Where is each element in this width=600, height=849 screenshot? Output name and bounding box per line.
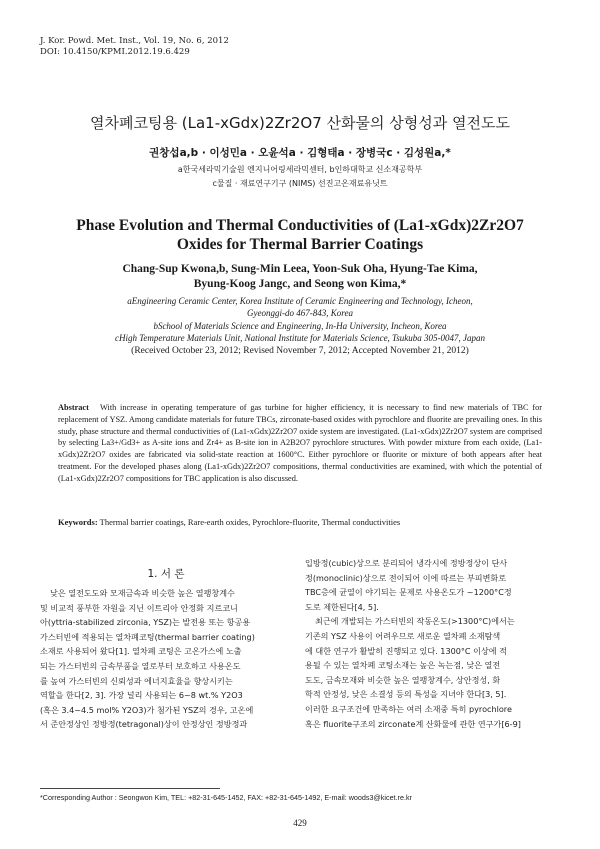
right-line: 학적 안정성, 낮은 소결성 등의 특성을 지녀야 한다[3, 5]. [305,689,507,700]
english-authors [60,262,540,292]
left-line: 낮은 열전도도와 모재금속과 비슷한 높은 열팽창계수 [50,588,235,598]
received-dates: (Received October 23, 2012; Revised November 7, 2012; Accepted November 21, 2012) [131,346,469,356]
left-line: 역할을 한다[2, 3]. 가장 널리 사용되는 6~8 wt.% Y2O3 [40,690,243,701]
left-column [40,586,296,732]
right-line: 이러한 요구조건에 만족하는 여러 소재중 특히 pyrochlore [305,703,512,714]
keywords-text: Thermal barrier coatings, Rare-earth oxides, Pyrochlore-fluorite, Thermal conductivities [99,517,401,527]
affiliation-a-line1: aEngineering Ceramic Center, Korea Institute of Ceramic Engineering and Technology, Icheon, [127,296,473,306]
keywords [58,517,542,527]
english-title [60,216,540,254]
doi: DOI: 10.4150/KPMI.2012.19.6.429 [40,47,190,57]
left-line: (혹은 3.4~4.5 mol% Y2O3)가 첨가된 YSZ의 경우, 고온에 [40,704,254,715]
right-column [305,556,561,731]
affiliation-a-line2: Gyeonggi-do 467-843, Korea [247,308,353,318]
section-title-introduction: 1. 서 론 [147,568,185,580]
korean-affiliation-2: c물질 · 재료연구기구 (NIMS) 선진고온재료유닛트 [212,179,388,188]
keywords-label: Keywords: [58,517,98,527]
right-line: 용될 수 있는 열차폐 코팅소재는 높은 녹는점, 낮은 열전 [305,660,501,671]
korean-title: 열차폐코팅용 (La1-xGdx)2Zr2O7 산화물의 상형성과 열전도도 [90,114,510,132]
right-line: 도로 제한된다[4, 5]. [305,601,379,612]
right-line: 정(monoclinic)상으로 전이되어 이에 따르는 부피변화로 [305,572,507,583]
footnote-rule [40,788,220,789]
left-line: 서 준안정상인 정방정(tetragonal)상이 안정상인 정방정과 [40,719,248,730]
left-line: 가스터빈에 적용되는 열차폐코팅(thermal barrier coating) [40,631,255,642]
english-authors-line1: Chang-Sup Kwona,b, Sung-Min Leea, Yoon-Suk Oha, Hyung-Tae Kima, [122,263,478,275]
affiliation-c: cHigh Temperature Materials Unit, National Institute for Materials Science, Tsukuba 305-0047, Japan [115,333,485,343]
left-line: 되는 가스터빈의 금속부품을 열로부터 보호하고 사용온도 [40,660,241,671]
left-line: 를 높여 가스터빈의 신뢰성과 에너지효율을 향상시키는 [40,675,233,686]
right-line: 혹은 fluorite구조의 zirconate계 산화물에 관한 연구가[6-9] [305,718,521,729]
left-line: 및 비교적 풍부한 자원을 지닌 이트리아 안정화 지르코니 [40,602,238,613]
page-number: 429 [293,818,307,828]
right-line: 도도, 금속모재와 비슷한 높은 열팽창계수, 상안정성, 화 [305,674,501,685]
journal-citation: J. Kor. Powd. Met. Inst., Vol. 19, No. 6, 2012 [40,36,229,46]
right-line: 입방정(cubic)상으로 분리되어 냉각시에 정방정상이 단사 [305,558,508,568]
korean-affiliation-1: a한국세라믹기술원 엔지니어링세라믹센터, b인하대학교 신소재공학부 [177,165,423,174]
english-title-line1: Phase Evolution and Thermal Conductivities of (La1-xGdx)2Zr2O7 [76,217,524,234]
corresponding-author-footnote: *Corresponding Author : Seongwon Kim, TEL: +82-31-645-1452, FAX: +82-31-645-1492, E-mail: woods3@kicet.re.kr [40,793,412,802]
left-line: 소재로 사용되어 왔다[1]. 열차폐 코팅은 고온가스에 노출 [40,646,242,657]
left-line: 아(yttria-stabilized zirconia, YSZ)는 발전용 또는 항공용 [40,617,251,628]
right-line: 기존의 YSZ 사용이 어려우므로 새로운 열차폐 소재탐색 [305,630,501,641]
right-line: TBC층에 균열이 야기되는 문제로 사용온도가 ~1200°C정 [305,587,512,598]
right-line: 최근에 개발되는 가스터빈의 작동온도(>1300°C)에서는 [315,616,515,627]
journal-header [40,36,229,58]
english-title-line2: Oxides for Thermal Barrier Coatings [176,236,424,253]
abstract-label: Abstract [58,403,89,412]
english-authors-line2: Byung-Koog Jangc, and Seong won Kima,* [193,278,407,290]
abstract-text: With increase in operating temperature of gas turbine for higher efficiency, it is necessary to find new materials of TBC for replacement of YSZ. Among candidate materials for future TBCs, zirconate-based oxides with pyrochlore and fluorite are prevailing ones. In this study, phase structure and thermal conductivities of (La1-xGdx)2Zr2O7 oxide system are investigated. (La1-xGdx)2Zr2O7 system are comprised by selecting La3+/Gd3+ as A-site ions and Zr4+ as B-site ion in A2B2O7 pyrochlore structures. With powder mixture from each oxide, (La1-xGdx)2Zr2O7 oxides are fabricated via solid-state reaction at 1600°C. Either pyrochlore or fluorite or mixture of both appears after heat treatment. For the developed phases along (La1-xGdx)2Zr2O7 compositions, thermal conductivities are examined, with which the potential of (La1-xGdx)2Zr2O7 compositions for TBC application is also discussed. [58,403,542,483]
korean-authors: 권창섭a,b · 이성민a · 오윤석a · 김형태a · 장병국c · 김성원a,* [149,147,451,159]
affiliation-b: bSchool of Materials Science and Engineering, In-Ha University, Incheon, Korea [153,321,447,331]
right-line: 에 대한 연구가 활발히 진행되고 있다. 1300°C 이상에 적 [305,645,508,656]
abstract [58,402,542,485]
